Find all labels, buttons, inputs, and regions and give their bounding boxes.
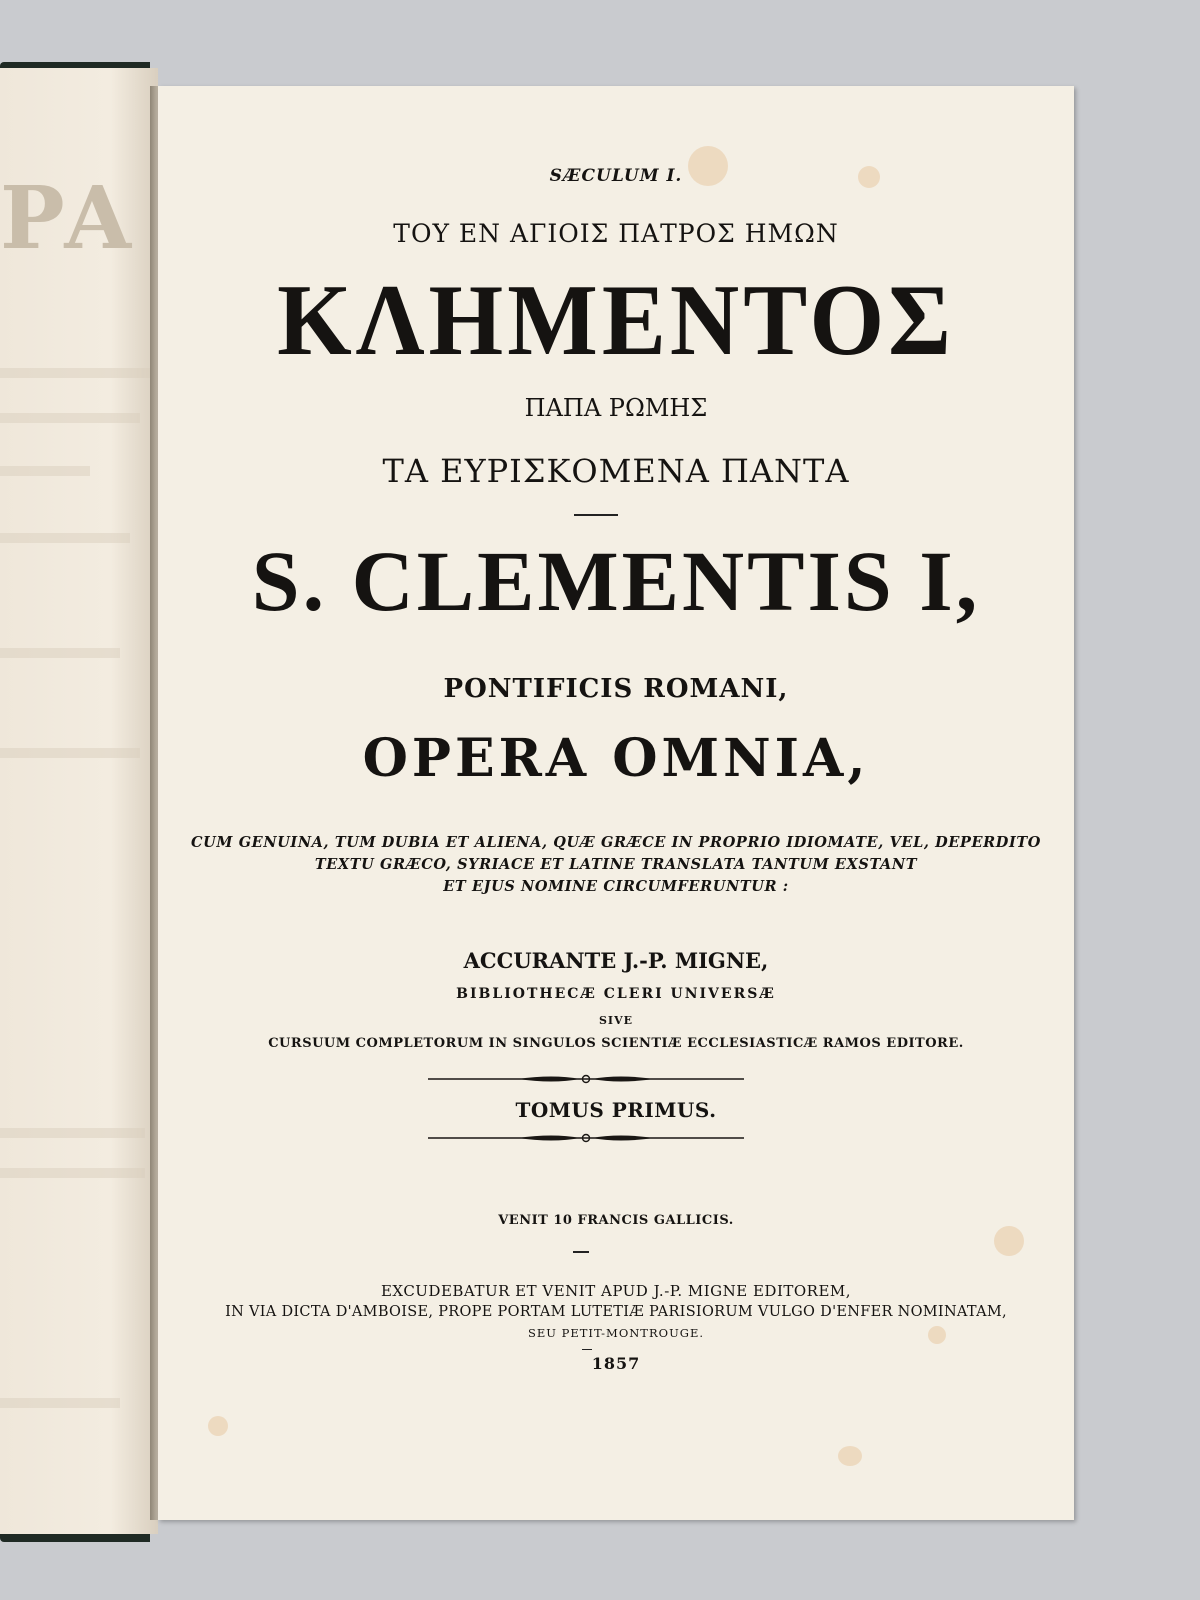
volume-label: TOMUS PRIMUS. (515, 1098, 717, 1122)
cursuum-line: CURSUUM COMPLETORUM IN SINGULOS SCIENTIÆ ECCLESIASTICÆ RAMOS EDITORE. (268, 1036, 964, 1051)
left-page-text-ghost (0, 1398, 120, 1408)
foxing-stain (838, 1446, 862, 1466)
latin-author-name: S. CLEMENTIS I, (251, 533, 981, 629)
left-page-text-ghost (0, 748, 140, 758)
left-page-bleed-text: PA (0, 168, 138, 269)
greek-heading: ΤΟΥ ΕΝ ΑΓΙΟΙΣ ΠΑΤΡΟΣ ΗΜΩΝ (393, 219, 839, 248)
short-dash (573, 1251, 589, 1253)
left-page (0, 68, 158, 1534)
left-page-text-ghost (0, 1168, 145, 1178)
left-page-text-ghost (0, 466, 90, 476)
imprint-line: IN VIA DICTA D'AMBOISE, PROPE PORTAM LUTETIÆ PARISIORUM VULGO D'ENFER NOMINATAM, (225, 1304, 1007, 1320)
foxing-stain (994, 1226, 1024, 1256)
opera-omnia-title: OPERA OMNIA, (362, 728, 870, 789)
short-dash (582, 1349, 592, 1350)
description-line: ET EJUS NOMINE CIRCUMFERUNTUR : (443, 878, 789, 895)
short-rule (574, 514, 618, 516)
imprint-line: EXCUDEBATUR ET VENIT APUD J.-P. MIGNE EDITOREM, (380, 1282, 852, 1300)
saeculum-heading: SÆCULUM I. (549, 166, 683, 186)
ornamental-rule-top (428, 1072, 744, 1086)
greek-author-name: ΚΛΗΜΕΝΤΟΣ (277, 262, 955, 377)
description-line: TEXTU GRÆCO, SYRIACE ET LATINE TRANSLATA TANTUM EXSTANT (314, 856, 918, 873)
pontificis-line: PONTIFICIS ROMANI, (443, 674, 789, 704)
ornamental-rule-bottom (428, 1131, 744, 1145)
greek-subtitle: ΠΑΠΑ ΡΩΜΗΣ (524, 394, 708, 422)
sive-line: SIVE (598, 1014, 633, 1027)
greek-works-title: ΤΑ ΕΥΡΙΣΚΟΜΕΝΑ ΠΑΝΤΑ (382, 452, 850, 490)
foxing-stain (208, 1416, 228, 1436)
publication-year: 1857 (591, 1354, 641, 1373)
left-page-text-ghost (0, 368, 150, 378)
description-line: CUM GENUINA, TUM DUBIA ET ALIENA, QUÆ GRÆCE IN PROPRIO IDIOMATE, VEL, DEPERDITO (191, 834, 1041, 851)
left-page-text-ghost (0, 533, 130, 543)
price-line: VENIT 10 FRANCIS GALLICIS. (498, 1213, 734, 1228)
bibliothecae-line: BIBLIOTHECÆ CLERI UNIVERSÆ (456, 986, 776, 1002)
title-page (158, 86, 1074, 1520)
imprint-line: SEU PETIT-MONTROUGE. (528, 1326, 704, 1340)
left-page-text-ghost (0, 413, 140, 423)
left-page-text-ghost (0, 648, 120, 658)
editor-line: ACCURANTE J.-P. MIGNE, (463, 948, 769, 973)
left-page-text-ghost (0, 1128, 145, 1138)
